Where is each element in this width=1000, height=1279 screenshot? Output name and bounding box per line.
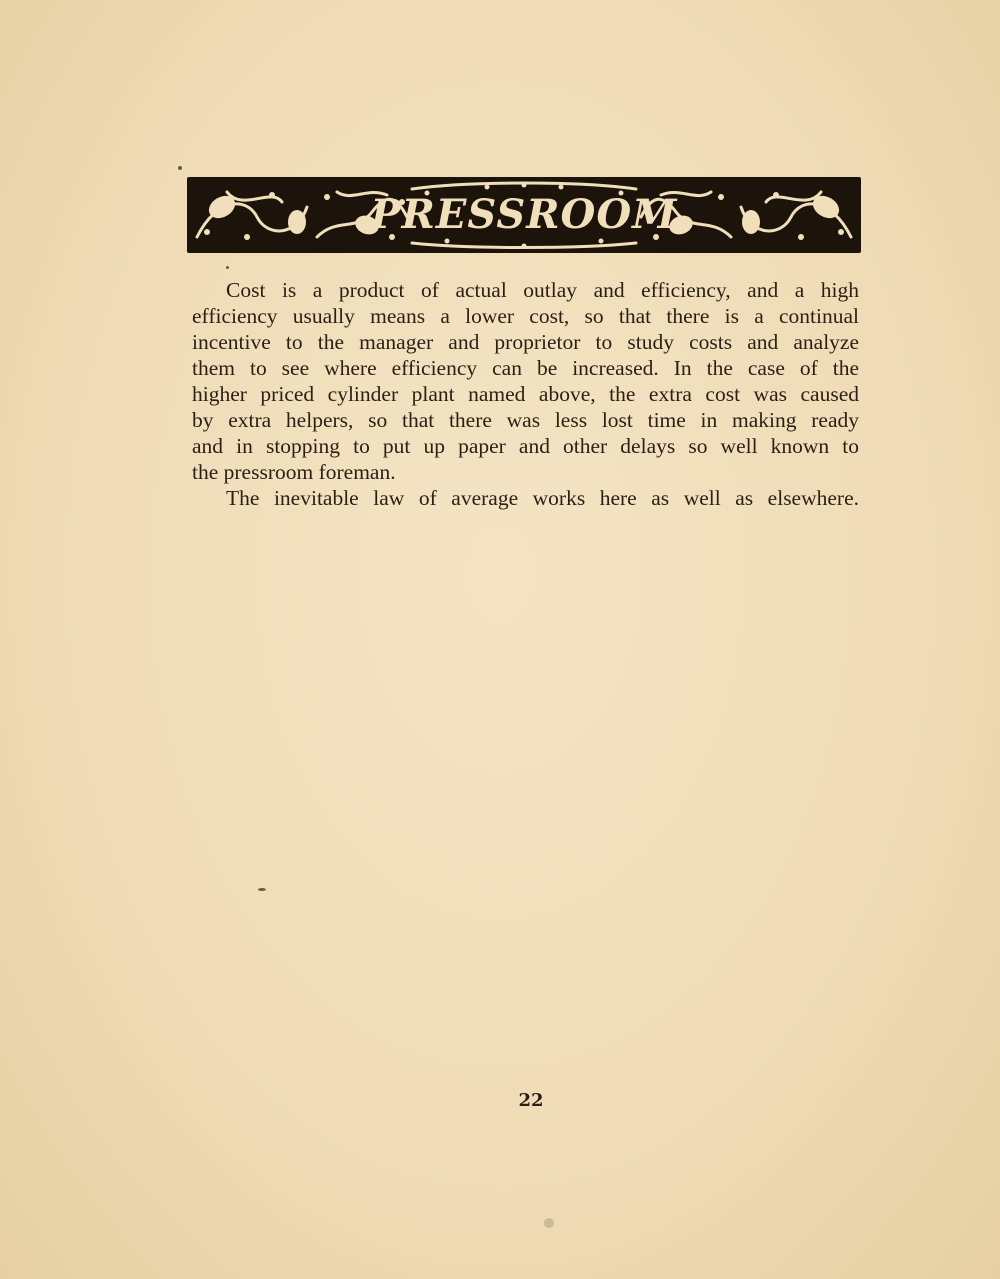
- text-line: and in stopping to put up paper and other delays so well known to: [192, 434, 859, 458]
- paper-speck: [544, 1218, 554, 1228]
- text-line: them to see where efficiency can be increased. In the case of the: [192, 356, 859, 380]
- paragraph: [192, 277, 859, 485]
- text-line: higher priced cylinder plant named above, the extra cost was caused: [192, 382, 859, 406]
- paper-speck: [178, 166, 182, 170]
- text-line: the pressroom foreman.: [192, 460, 396, 484]
- paper-speck: [226, 266, 229, 269]
- page-number: 22: [518, 1090, 544, 1111]
- text-line: The inevitable law of average works here as well as elsewhere.: [226, 486, 859, 510]
- section-title: PRESSROOM: [370, 191, 678, 238]
- body-text: [192, 277, 859, 511]
- section-heading-banner: [187, 177, 861, 253]
- paragraph: [192, 485, 859, 511]
- text-line: efficiency usually means a lower cost, so that there is a continual: [192, 304, 859, 328]
- text-line: by extra helpers, so that there was less lost time in making ready: [192, 408, 859, 432]
- text-line: Cost is a product of actual outlay and efficiency, and a high: [226, 278, 859, 302]
- text-line: incentive to the manager and proprietor to study costs and analyze: [192, 330, 859, 354]
- paper-speck: [258, 888, 266, 891]
